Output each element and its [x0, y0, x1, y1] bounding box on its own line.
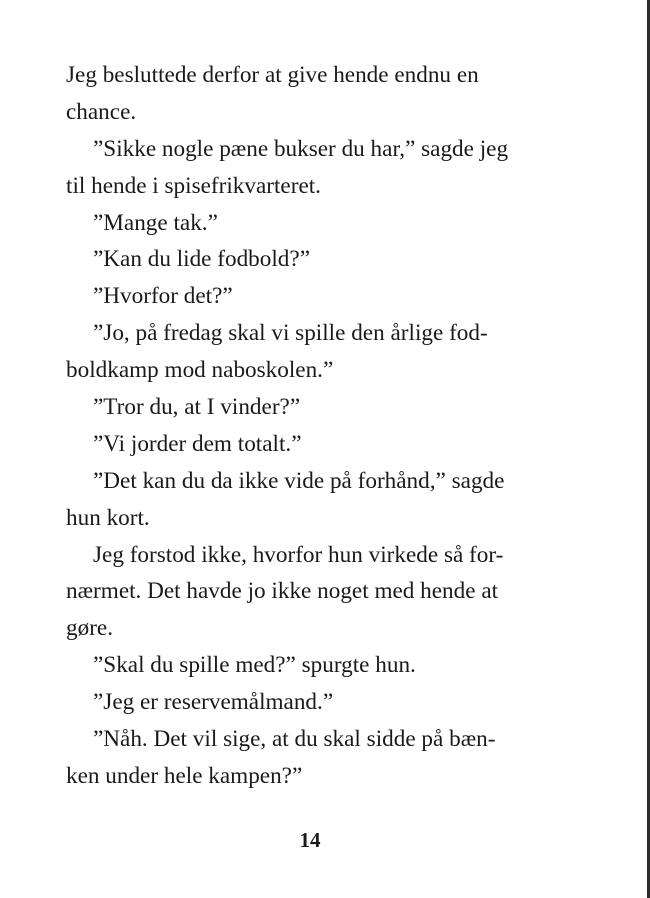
body-text	[66, 57, 556, 795]
page-number: 14	[299, 828, 321, 852]
text-line: ”Tror du, at I vinder?”	[93, 394, 301, 421]
text-line: Jeg besluttede derfor at give hende endnu en	[66, 62, 479, 88]
text-line: hun kort.	[66, 504, 150, 531]
text-line: nærmet. Det havde jo ikke noget med hende at	[66, 578, 499, 605]
text-line: gøre.	[66, 615, 113, 642]
text-line: ”Skal du spille med?” spurgte hun.	[93, 652, 416, 679]
text-line: ”Det kan du da ikke vide på forhånd,” sagde	[93, 467, 505, 494]
text-line: ”Sikke nogle pæne bukser du har,” sagde jeg	[93, 135, 509, 162]
text-line: chance.	[66, 98, 137, 125]
text-line: boldkamp mod naboskolen.”	[66, 357, 334, 384]
text-line: ”Jeg er reservemålmand.”	[93, 689, 334, 716]
text-line: ”Kan du lide fodbold?”	[93, 246, 310, 273]
text-line: ken under hele kampen?”	[66, 762, 303, 789]
text-line: ”Vi jorder dem totalt.”	[93, 430, 302, 457]
text-line: ”Jo, på fredag skal vi spille den årlige fod-	[93, 320, 488, 347]
text-line: Jeg forstod ikke, hvorfor hun virkede så for-	[93, 541, 504, 568]
text-line: ”Mange tak.”	[93, 209, 218, 236]
text-line: til hende i spisefrikvarteret.	[66, 172, 321, 199]
text-line: ”Hvorfor det?”	[93, 283, 233, 310]
text-line: ”Nåh. Det vil sige, at du skal sidde på bæn-	[93, 726, 496, 753]
